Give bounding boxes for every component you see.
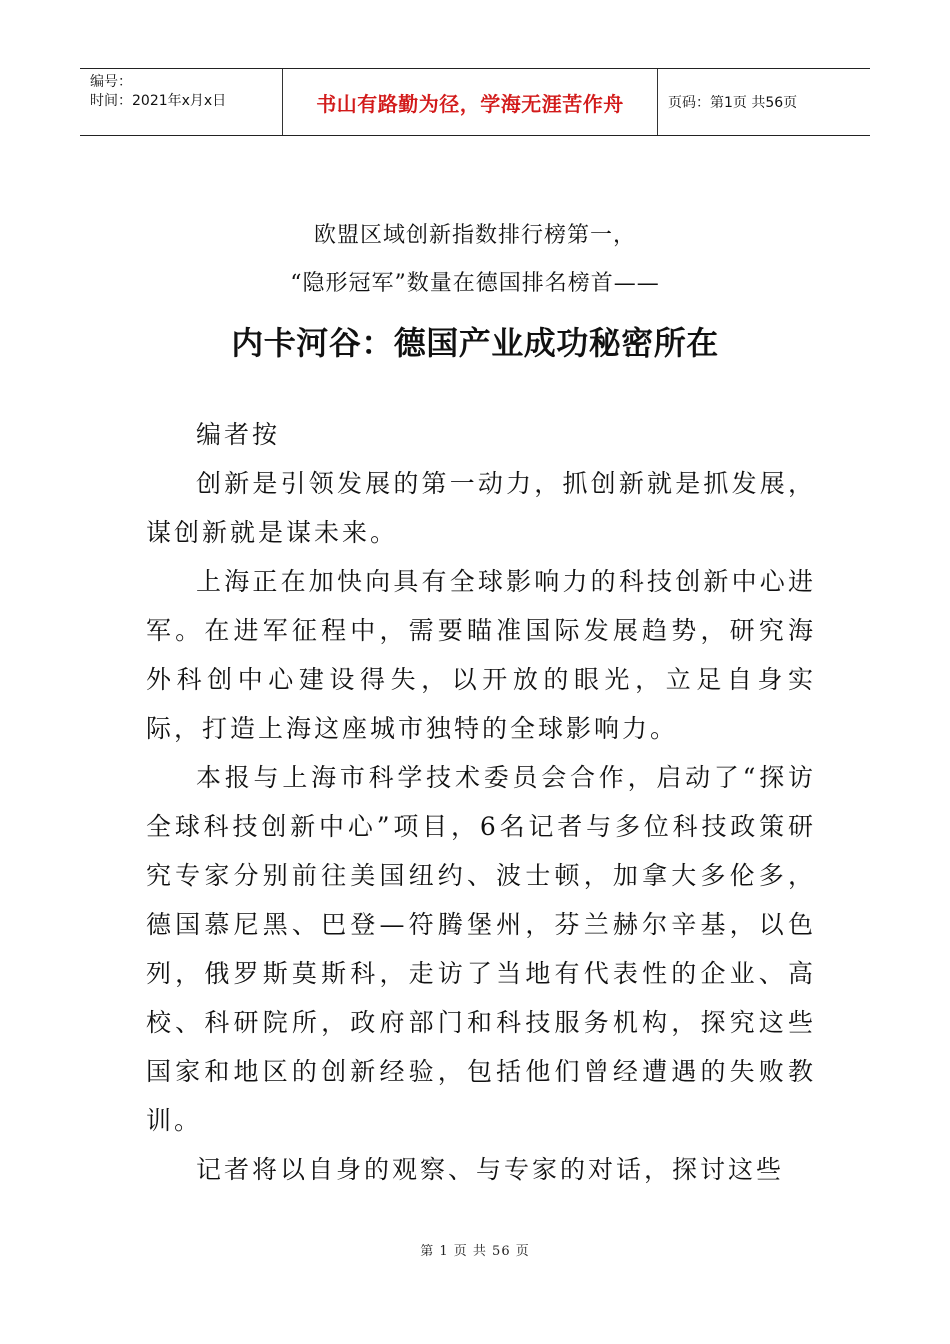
number-label: 编号： [90,74,132,90]
editor-note-heading: 编者按 [196,420,281,449]
header-page-info: 页码：第1页 共56页 [668,95,798,111]
subtitle-1: 欧盟区域创新指数排行榜第一， [313,223,636,248]
header-motto: 书山有路勤为径，学海无涯苦作舟 [283,69,658,135]
paragraph: 本报与上海市科学技术委员会合作，启动了“探访全球科技创新中心”项目，6名记者与多位科技政策研究专家分别前往美国纽约、波士顿，加拿大多伦多，德国慕尼黑、巴登—符腾堡州，芬兰赫尔辛基，以色列，俄罗斯莫斯科，走访了当地有代表性的企业、高校、科研院所，政府部门和科技服务机构，探究这些国家和地区的创新经验，包括他们曾经遭遇的失败教训。 [146,763,816,1135]
paragraph: 上海正在加快向具有全球影响力的科技创新中心进军。在进军征程中，需要瞄准国际发展趋势，研究海外科创中心建设得失，以开放的眼光，立足自身实际，打造上海这座城市独特的全球影响力。 [146,567,816,743]
paragraph: 创新是引领发展的第一动力，抓创新就是抓发展，谋创新就是谋未来。 [146,469,816,547]
document-header [80,68,870,136]
page-title: 内卡河谷：德国产业成功秘密所在 [231,324,719,362]
subtitle-2: “隐形冠军”数量在德国排名榜首—— [290,271,660,296]
paragraph: 记者将以自身的观察、与专家的对话，探讨这些 [196,1155,785,1184]
header-meta [80,69,283,135]
time-label: 时间：2021年x月x日 [90,93,227,109]
page-footer: 第 1 页 共 56 页 [420,1244,530,1259]
article-body [146,410,816,1194]
article-titles [0,212,950,374]
